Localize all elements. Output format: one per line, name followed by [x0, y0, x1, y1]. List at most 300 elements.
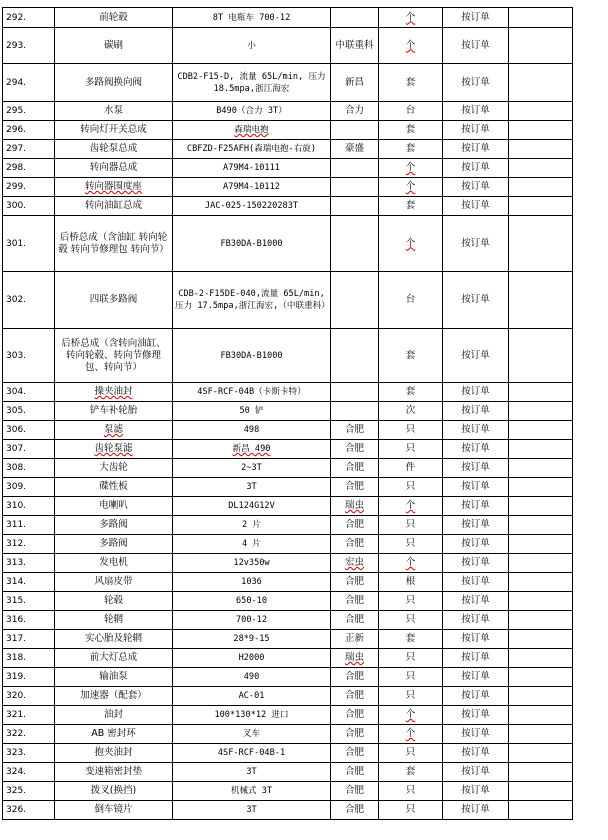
- row-number: [3, 687, 55, 706]
- part-name-text: 大齿轮: [99, 462, 128, 473]
- part-spec: [173, 706, 331, 725]
- part-spec-text: 3T: [246, 482, 257, 492]
- manufacturer-text: 中联重科: [335, 39, 374, 51]
- order-type-text: 按订单: [461, 614, 490, 625]
- order-type-text: 按订单: [461, 181, 490, 192]
- unit-text: 个: [405, 39, 416, 51]
- table-row: [3, 725, 573, 744]
- part-name: [55, 554, 173, 573]
- order-type: [443, 178, 509, 197]
- part-name-text: 水泵: [103, 105, 123, 116]
- empty-cell: [509, 459, 573, 478]
- manufacturer-text: 合肥: [344, 519, 364, 530]
- row-number-text: 307.: [6, 444, 27, 454]
- row-number: [3, 121, 55, 140]
- table-row: [3, 140, 573, 159]
- row-number-text: 319.: [6, 672, 27, 682]
- part-spec-text: AC-01: [238, 691, 265, 701]
- part-spec-text: 490: [243, 672, 260, 682]
- part-name-text: 倒车镜片: [94, 804, 133, 815]
- part-spec-text: 2~3T: [241, 463, 262, 473]
- part-spec-text: B490（合力 3T）: [216, 106, 287, 116]
- manufacturer-text: 新昌: [344, 76, 364, 88]
- part-spec-text: 叉车: [242, 729, 261, 739]
- table-row: [3, 801, 573, 820]
- order-type-text: 按订单: [461, 349, 490, 361]
- part-name: [55, 782, 173, 801]
- manufacturer: [331, 421, 379, 440]
- empty-cell: [509, 649, 573, 668]
- manufacturer-text: 合肥: [344, 728, 364, 739]
- order-type-text: 按订单: [461, 386, 490, 397]
- manufacturer: [331, 459, 379, 478]
- part-spec: [173, 402, 331, 421]
- part-spec: [173, 630, 331, 649]
- order-type: [443, 706, 509, 725]
- order-type-text: 按订单: [461, 124, 490, 135]
- row-number-text: 295.: [6, 106, 27, 116]
- row-number: [3, 611, 55, 630]
- order-type-text: 按订单: [461, 76, 490, 88]
- row-number: [3, 402, 55, 421]
- part-name: [55, 8, 173, 28]
- table-row: [3, 8, 573, 28]
- order-type: [443, 516, 509, 535]
- manufacturer: [331, 744, 379, 763]
- order-type-text: 按订单: [461, 652, 490, 663]
- order-type: [443, 8, 509, 28]
- unit-text: 个: [405, 500, 416, 511]
- manufacturer: [331, 763, 379, 782]
- row-number: [3, 744, 55, 763]
- unit: [379, 8, 443, 28]
- part-name: [55, 383, 173, 402]
- unit: [379, 592, 443, 611]
- part-name: [55, 121, 173, 140]
- table-row: [3, 272, 573, 329]
- row-number-text: 318.: [6, 653, 27, 663]
- unit-text: 套: [405, 349, 416, 361]
- part-name: [55, 140, 173, 159]
- manufacturer-text: 合肥: [344, 766, 364, 777]
- order-type-text: 按订单: [461, 690, 490, 701]
- order-type-text: 按订单: [461, 200, 490, 211]
- order-type: [443, 102, 509, 121]
- row-number-text: 306.: [6, 425, 27, 435]
- order-type-text: 按订单: [461, 11, 490, 23]
- manufacturer-text: 正新: [344, 633, 364, 644]
- part-name: [55, 706, 173, 725]
- manufacturer: [331, 535, 379, 554]
- unit: [379, 459, 443, 478]
- row-number: [3, 763, 55, 782]
- empty-cell: [509, 516, 573, 535]
- row-number: [3, 216, 55, 272]
- manufacturer-text: 合肥: [344, 690, 364, 701]
- row-number: [3, 706, 55, 725]
- manufacturer: [331, 440, 379, 459]
- part-spec-text: FB30DA-B1000: [220, 238, 283, 249]
- row-number: [3, 159, 55, 178]
- part-name-text: 四联多路阀: [89, 294, 138, 305]
- part-spec: [173, 725, 331, 744]
- empty-cell: [509, 554, 573, 573]
- unit-text: 只: [405, 424, 416, 435]
- part-name: [55, 329, 173, 383]
- row-number-text: 299.: [6, 182, 27, 192]
- row-number: [3, 383, 55, 402]
- part-name-text: 多路阀: [99, 519, 128, 530]
- table-row: [3, 554, 573, 573]
- part-spec: [173, 459, 331, 478]
- unit-text: 只: [405, 481, 416, 492]
- table-row: [3, 159, 573, 178]
- order-type: [443, 197, 509, 216]
- table-row: [3, 763, 573, 782]
- table-row: [3, 102, 573, 121]
- order-type-text: 按订单: [461, 766, 490, 777]
- order-type-text: 按订单: [461, 595, 490, 606]
- manufacturer: [331, 140, 379, 159]
- order-type: [443, 649, 509, 668]
- part-name-text: 多路阀: [99, 538, 128, 549]
- unit-text: 只: [405, 652, 416, 663]
- manufacturer: [331, 402, 379, 421]
- empty-cell: [509, 592, 573, 611]
- manufacturer: [331, 329, 379, 383]
- part-spec-text: 3T: [246, 805, 257, 815]
- part-name-text: 齿轮泵总成: [89, 143, 138, 154]
- table-row: [3, 573, 573, 592]
- part-spec: [173, 272, 331, 329]
- unit-text: 件: [405, 462, 416, 473]
- manufacturer: [331, 611, 379, 630]
- unit: [379, 64, 443, 102]
- part-name-text: 实心胎及轮辋: [84, 633, 142, 644]
- part-spec: [173, 102, 331, 121]
- empty-cell: [509, 611, 573, 630]
- part-name: [55, 102, 173, 121]
- unit-text: 套: [405, 143, 416, 154]
- row-number: [3, 102, 55, 121]
- part-spec-text: CDB-2-F15DE-040,流量 65L/min,压力 17.5mpa,浙江海宏,（中联重科）: [175, 289, 330, 311]
- unit-text: 个: [405, 237, 416, 249]
- unit: [379, 554, 443, 573]
- part-spec-text: H2000: [238, 653, 265, 663]
- unit: [379, 402, 443, 421]
- table-row: [3, 64, 573, 102]
- row-number-text: 312.: [6, 539, 27, 549]
- part-name-text: 抱夹油封: [94, 747, 133, 758]
- empty-cell: [509, 535, 573, 554]
- order-type: [443, 592, 509, 611]
- order-type: [443, 497, 509, 516]
- manufacturer: [331, 478, 379, 497]
- unit-text: 只: [405, 538, 416, 549]
- order-type-text: 按订单: [461, 39, 490, 51]
- manufacturer: [331, 497, 379, 516]
- row-number-text: 310.: [6, 501, 27, 511]
- order-type: [443, 611, 509, 630]
- part-name-text: 前大灯总成: [89, 652, 138, 663]
- row-number-text: 326.: [6, 805, 27, 815]
- order-type-text: 按订单: [461, 804, 490, 815]
- part-name-text: 泵滤: [103, 424, 123, 435]
- part-spec-text: 新昌 490: [232, 444, 271, 454]
- part-name: [55, 611, 173, 630]
- unit-text: 次: [405, 405, 416, 416]
- unit-text: 套: [405, 766, 416, 777]
- empty-cell: [509, 197, 573, 216]
- empty-cell: [509, 159, 573, 178]
- unit: [379, 178, 443, 197]
- manufacturer: [331, 8, 379, 28]
- part-spec-text: 2 片: [242, 520, 261, 530]
- order-type: [443, 554, 509, 573]
- part-spec-text: 4SF-RCF-04B（卡斯卡特）: [197, 387, 306, 397]
- table-row: [3, 216, 573, 272]
- empty-cell: [509, 64, 573, 102]
- manufacturer-text: 合肥: [344, 614, 364, 625]
- order-type-text: 按订单: [461, 709, 490, 720]
- order-type-text: 按订单: [461, 519, 490, 530]
- unit: [379, 763, 443, 782]
- order-type: [443, 440, 509, 459]
- part-name: [55, 421, 173, 440]
- row-number: [3, 630, 55, 649]
- part-name-text: 转向器围度座: [84, 181, 142, 192]
- unit: [379, 649, 443, 668]
- manufacturer-text: 合肥: [344, 671, 364, 682]
- row-number-text: 315.: [6, 596, 27, 606]
- part-spec: [173, 140, 331, 159]
- unit-text: 只: [405, 747, 416, 758]
- manufacturer-text: 合肥: [344, 709, 364, 720]
- unit-text: 套: [405, 200, 416, 211]
- unit-text: 套: [405, 124, 416, 135]
- unit-text: 只: [405, 614, 416, 625]
- row-number-text: 311.: [6, 520, 27, 530]
- manufacturer-text: 瑞虫: [344, 500, 364, 511]
- manufacturer: [331, 592, 379, 611]
- order-type-text: 按订单: [461, 481, 490, 492]
- row-number: [3, 725, 55, 744]
- part-spec-text: 4SF-RCF-04B-1: [217, 748, 286, 758]
- part-name: [55, 744, 173, 763]
- order-type-text: 按订单: [461, 294, 490, 305]
- part-name: [55, 801, 173, 820]
- part-name: [55, 516, 173, 535]
- part-name: [55, 178, 173, 197]
- row-number: [3, 197, 55, 216]
- unit: [379, 421, 443, 440]
- order-type-text: 按订单: [461, 424, 490, 435]
- unit-text: 只: [405, 595, 416, 606]
- order-type: [443, 28, 509, 64]
- unit: [379, 535, 443, 554]
- order-type: [443, 121, 509, 140]
- part-name-text: 前轮毂: [99, 11, 128, 23]
- row-number: [3, 478, 55, 497]
- part-name-text: 轮辋: [103, 614, 123, 625]
- row-number: [3, 329, 55, 383]
- order-type-text: 按订单: [461, 576, 490, 587]
- row-number: [3, 140, 55, 159]
- part-name-text: 转向器总成: [89, 162, 138, 173]
- manufacturer-text: 宏虫: [344, 557, 364, 568]
- part-spec: [173, 668, 331, 687]
- part-spec-text: 4 片: [242, 539, 261, 549]
- row-number: [3, 801, 55, 820]
- part-spec-text: 100*130*12 进口: [214, 710, 289, 720]
- unit: [379, 687, 443, 706]
- empty-cell: [509, 329, 573, 383]
- unit-text: 套: [405, 633, 416, 644]
- part-spec-text: 小: [247, 40, 256, 51]
- order-type: [443, 763, 509, 782]
- empty-cell: [509, 402, 573, 421]
- part-spec: [173, 178, 331, 197]
- manufacturer: [331, 272, 379, 329]
- unit-text: 只: [405, 690, 416, 701]
- part-spec: [173, 440, 331, 459]
- part-spec-text: 12v350w: [233, 558, 270, 568]
- empty-cell: [509, 706, 573, 725]
- unit-text: 只: [405, 671, 416, 682]
- unit-text: 个: [405, 181, 416, 192]
- part-spec-text: 700-12: [235, 615, 268, 625]
- part-spec: [173, 516, 331, 535]
- manufacturer: [331, 573, 379, 592]
- part-name: [55, 28, 173, 64]
- manufacturer-text: 合肥: [344, 576, 364, 587]
- row-number: [3, 668, 55, 687]
- manufacturer: [331, 178, 379, 197]
- part-spec: [173, 197, 331, 216]
- unit: [379, 28, 443, 64]
- unit: [379, 497, 443, 516]
- unit-text: 台: [405, 105, 416, 116]
- part-name-text: AB 密封环: [91, 728, 136, 739]
- unit-text: 只: [405, 443, 416, 454]
- part-name-text: 变速箱密封垫: [84, 766, 142, 777]
- manufacturer: [331, 216, 379, 272]
- empty-cell: [509, 744, 573, 763]
- row-number: [3, 516, 55, 535]
- part-spec-text: 1036: [241, 577, 262, 587]
- part-spec: [173, 687, 331, 706]
- empty-cell: [509, 102, 573, 121]
- order-type: [443, 535, 509, 554]
- empty-cell: [509, 140, 573, 159]
- empty-cell: [509, 8, 573, 28]
- part-spec: [173, 535, 331, 554]
- table-row: [3, 706, 573, 725]
- part-name-text: 电喇叭: [99, 500, 128, 511]
- unit-text: 套: [405, 386, 416, 397]
- unit: [379, 197, 443, 216]
- part-name: [55, 64, 173, 102]
- part-name-text: 转向灯开关总成: [80, 124, 147, 135]
- order-type: [443, 329, 509, 383]
- manufacturer: [331, 121, 379, 140]
- row-number-text: 317.: [6, 634, 27, 644]
- order-type: [443, 801, 509, 820]
- empty-cell: [509, 782, 573, 801]
- part-spec: [173, 159, 331, 178]
- row-number-text: 314.: [6, 577, 27, 587]
- part-name: [55, 573, 173, 592]
- part-spec: [173, 8, 331, 28]
- part-name: [55, 630, 173, 649]
- row-number-text: 301.: [6, 238, 27, 249]
- order-type: [443, 744, 509, 763]
- order-type-text: 按订单: [461, 538, 490, 549]
- order-type: [443, 402, 509, 421]
- order-type-text: 按订单: [461, 557, 490, 568]
- part-spec-text: 650-10: [235, 596, 268, 606]
- table-row: [3, 440, 573, 459]
- part-spec: [173, 649, 331, 668]
- table-row: [3, 459, 573, 478]
- order-type-text: 按订单: [461, 785, 490, 796]
- unit: [379, 159, 443, 178]
- table-row: [3, 592, 573, 611]
- order-type-text: 按订单: [461, 747, 490, 758]
- manufacturer: [331, 197, 379, 216]
- part-spec: [173, 383, 331, 402]
- unit: [379, 801, 443, 820]
- part-name-text: 齿轮泵滤: [94, 443, 133, 454]
- order-type: [443, 459, 509, 478]
- manufacturer: [331, 554, 379, 573]
- part-name: [55, 725, 173, 744]
- part-name-text: 后桥总成（含转向油缸、转向轮毂、转向节修理包、转向节）: [61, 337, 166, 373]
- manufacturer-text: 合肥: [344, 538, 364, 549]
- unit-text: 套: [405, 76, 416, 88]
- empty-cell: [509, 121, 573, 140]
- part-name: [55, 649, 173, 668]
- manufacturer: [331, 687, 379, 706]
- row-number: [3, 535, 55, 554]
- order-type: [443, 573, 509, 592]
- unit-text: 个: [405, 728, 416, 739]
- row-number-text: 309.: [6, 482, 27, 492]
- row-number: [3, 178, 55, 197]
- empty-cell: [509, 725, 573, 744]
- part-name: [55, 216, 173, 272]
- unit-text: 只: [405, 785, 416, 796]
- part-spec-text: 28*9-15: [233, 634, 270, 644]
- row-number-text: 292.: [6, 12, 27, 23]
- order-type: [443, 140, 509, 159]
- empty-cell: [509, 573, 573, 592]
- unit-text: 根: [405, 576, 416, 587]
- part-spec: [173, 573, 331, 592]
- empty-cell: [509, 383, 573, 402]
- part-spec: [173, 763, 331, 782]
- part-spec: [173, 478, 331, 497]
- manufacturer-text: 豪盛: [344, 143, 364, 154]
- part-name: [55, 535, 173, 554]
- part-spec-text: CBFZD-F25AFH(森瑞电抱-右旋): [186, 144, 317, 154]
- unit: [379, 573, 443, 592]
- part-spec: [173, 329, 331, 383]
- order-type-text: 按订单: [461, 237, 490, 249]
- table-row: [3, 329, 573, 383]
- row-number-text: 305.: [6, 406, 27, 416]
- empty-cell: [509, 178, 573, 197]
